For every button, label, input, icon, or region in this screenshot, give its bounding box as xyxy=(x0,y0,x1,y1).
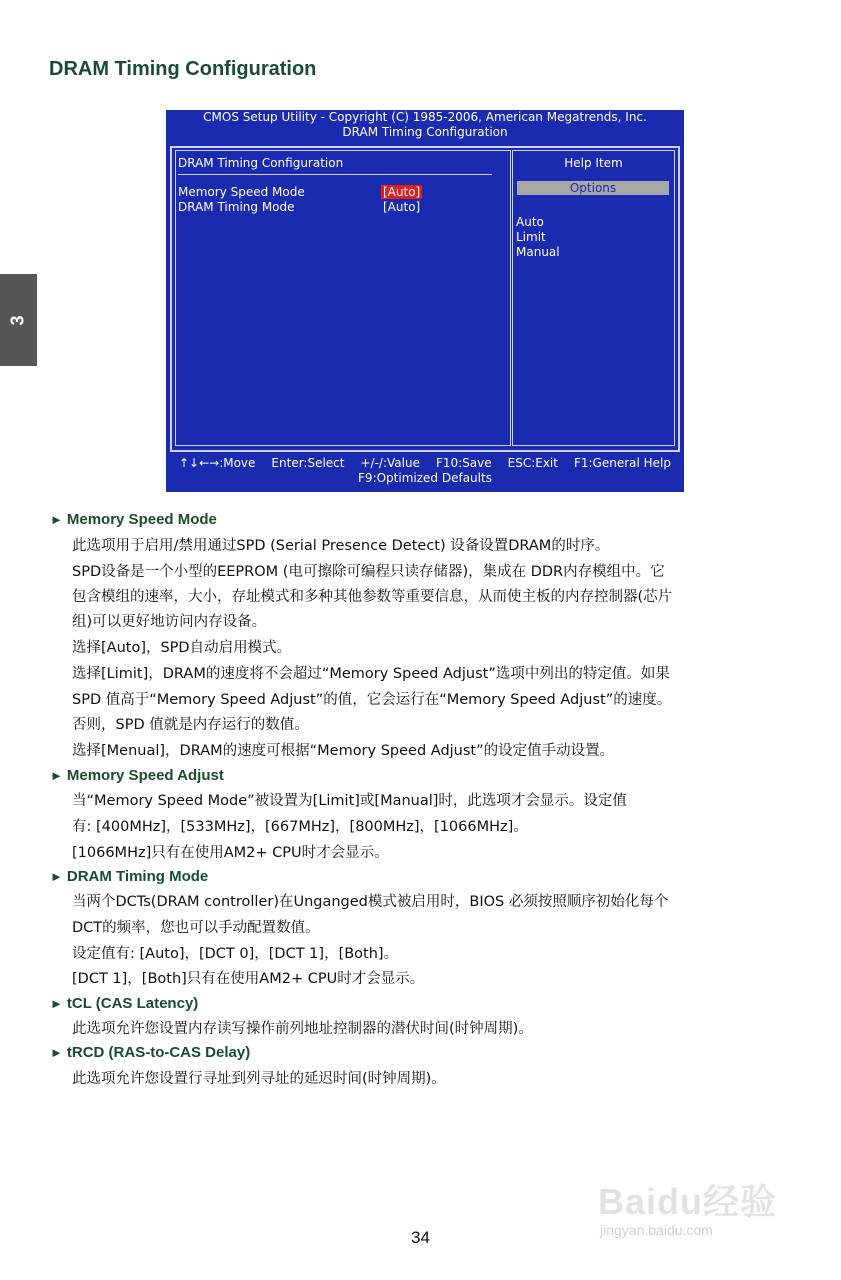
paragraph-line: 包含模组的速率，大小，存址模式和多种其他参数等重要信息，从而使主板的内存控制器(芯片 xyxy=(72,589,673,605)
triangle-bullet-icon: ► xyxy=(50,1045,63,1060)
section-heading-text: tRCD (RAS-to-CAS Delay) xyxy=(66,1044,251,1061)
paragraph-line: 此选项用于启用/禁用通过SPD (Serial Presence Detect) 设备设置DRAM的时序。 xyxy=(72,538,610,554)
section-heading-text: Memory Speed Mode xyxy=(66,511,217,528)
bios-item-dram-timing-mode[interactable] xyxy=(178,200,498,215)
paragraph-line: SPD设备是一个小型的EEPROM (电可擦除可编程只读存储器)，集成在 DDR内存模组中。它 xyxy=(72,564,665,580)
section-heading-trcd xyxy=(50,1042,250,1064)
chapter-tab xyxy=(0,274,37,366)
paragraph-line: DCT的频率，您也可以手动配置数值。 xyxy=(72,920,320,936)
section-heading-text: tCL (CAS Latency) xyxy=(66,995,199,1012)
help-option-auto: Auto xyxy=(516,215,544,229)
watermark-url: jingyan.baidu.com xyxy=(600,1222,713,1238)
help-option-limit: Limit xyxy=(516,230,546,244)
section-heading-dram-timing-mode xyxy=(50,866,208,888)
key-hint-select: Enter:Select xyxy=(271,456,345,470)
page-number: 34 xyxy=(411,1228,430,1247)
paragraph-line: [DCT 1]，[Both]只有在使用AM2+ CPU时才会显示。 xyxy=(72,971,425,987)
paragraph-line: 此选项允许您设置行寻址到列寻址的延迟时间(时钟周期)。 xyxy=(72,1071,446,1087)
options-bar: Options xyxy=(517,181,669,195)
bios-item-value[interactable]: [Auto] xyxy=(383,200,421,214)
key-hint-exit: ESC:Exit xyxy=(507,456,558,470)
bios-item-memory-speed-mode[interactable] xyxy=(178,185,498,200)
triangle-bullet-icon: ► xyxy=(50,996,63,1011)
help-option-manual: Manual xyxy=(516,245,560,259)
paragraph-line: 选择[Auto]，SPD自动启用模式。 xyxy=(72,640,292,656)
triangle-bullet-icon: ► xyxy=(50,869,63,884)
section-heading-memory-speed-mode xyxy=(50,509,217,531)
bios-pane-title: DRAM Timing Configuration xyxy=(178,156,344,170)
chapter-number: 3 xyxy=(7,314,28,326)
key-hint-move: ↑↓←→:Move xyxy=(178,456,256,470)
bios-pane-divider xyxy=(178,174,492,175)
watermark-text: Baidu经验 xyxy=(598,1181,778,1222)
help-item-title: Help Item xyxy=(564,156,623,170)
paragraph-line: 否则，SPD 值就是内存运行的数值。 xyxy=(72,717,309,733)
bios-header-line1: CMOS Setup Utility - Copyright (C) 1985-2006, American Megatrends, Inc. xyxy=(203,110,647,124)
key-hint-save: F10:Save xyxy=(435,456,492,470)
bios-item-label: Memory Speed Mode xyxy=(178,185,305,199)
key-hint-help: F1:General Help xyxy=(573,456,672,470)
page-title: DRAM Timing Configuration xyxy=(49,58,317,80)
section-heading-tcl xyxy=(50,993,198,1015)
section-heading-text: DRAM Timing Mode xyxy=(66,868,209,885)
bios-screenshot xyxy=(166,110,684,492)
bios-header-line2: DRAM Timing Configuration xyxy=(342,125,508,139)
paragraph-line: 此选项允许您设置内存读写操作前列地址控制器的潜伏时间(时钟周期)。 xyxy=(72,1021,533,1037)
paragraph-line: 组)可以更好地访问内存设备。 xyxy=(72,614,267,630)
triangle-bullet-icon: ► xyxy=(50,768,63,783)
triangle-bullet-icon: ► xyxy=(50,512,63,527)
key-hint-defaults: F9:Optimized Defaults xyxy=(358,471,492,485)
bios-item-value-selected[interactable]: [Auto] xyxy=(383,185,421,199)
key-hint-value: +/-/:Value xyxy=(360,456,420,470)
paragraph-line: [1066MHz]只有在使用AM2+ CPU时才会显示。 xyxy=(72,845,389,861)
bios-header xyxy=(166,110,684,140)
paragraph-line: SPD 值高于“Memory Speed Adjust”的值，它会运行在“Memory Speed Adjust”的速度。 xyxy=(72,692,672,708)
paragraph-line: 选择[Menual]，DRAM的速度可根据“Memory Speed Adjust”的设定值手动设置。 xyxy=(72,743,615,759)
paragraph-line: 有: [400MHz]，[533MHz]，[667MHz]，[800MHz]，[1066MHz]。 xyxy=(72,819,528,835)
paragraph-line: 选择[Limit]，DRAM的速度将不会超过“Memory Speed Adjust”选项中列出的特定值。如果 xyxy=(72,666,670,682)
bios-item-label: DRAM Timing Mode xyxy=(178,200,295,214)
section-heading-memory-speed-adjust xyxy=(50,765,224,787)
bios-footer xyxy=(166,456,684,486)
section-heading-text: Memory Speed Adjust xyxy=(66,767,224,784)
paragraph-line: 当两个DCTs(DRAM controller)在Unganged模式被启用时，BIOS 必须按照顺序初始化每个 xyxy=(72,894,669,910)
paragraph-line: 设定值有: [Auto]，[DCT 0]，[DCT 1]，[Both]。 xyxy=(72,946,399,962)
paragraph-line: 当“Memory Speed Mode”被设置为[Limit]或[Manual]时，此选项才会显示。设定值 xyxy=(72,793,627,809)
